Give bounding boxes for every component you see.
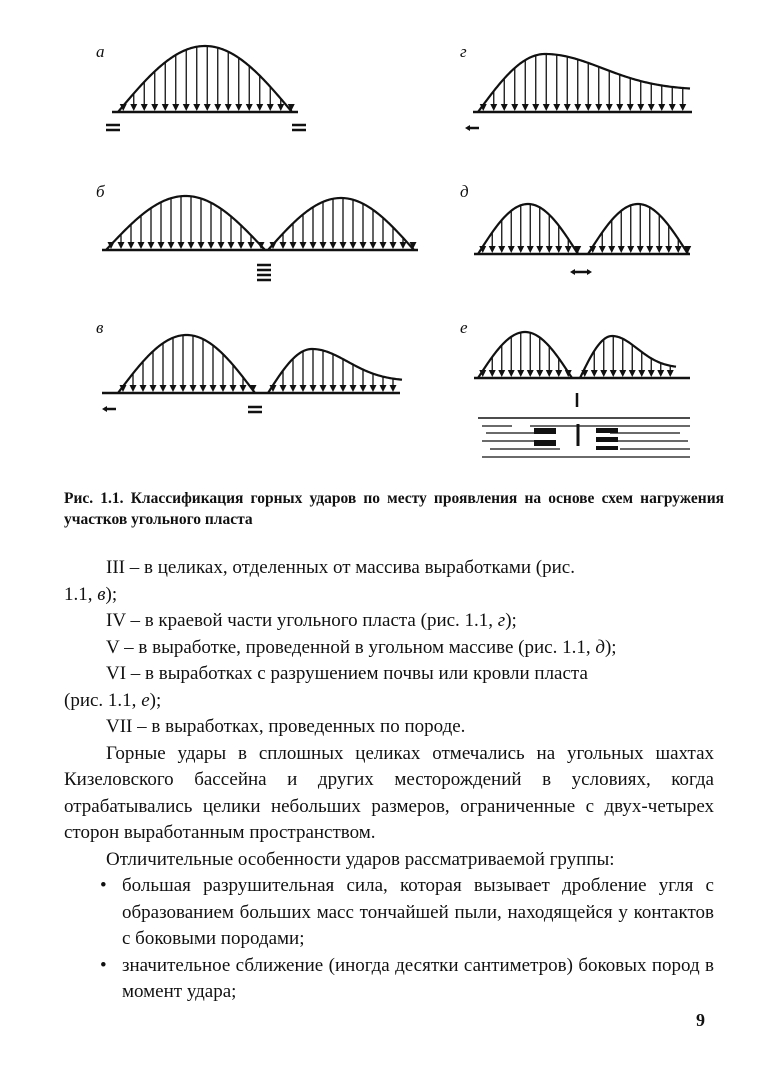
- panel-label-b: б: [96, 182, 105, 201]
- load-g-arrow: [574, 104, 581, 111]
- load-e-left-arrow: [489, 370, 496, 377]
- load-b-left-arrow: [208, 242, 215, 249]
- load-b-right-arrow: [360, 242, 367, 249]
- force-arrow-b-2: [257, 275, 271, 280]
- load-g-arrow: [543, 104, 550, 111]
- load-e-left-arrow: [555, 370, 562, 377]
- load-v-left-arrow: [180, 385, 187, 392]
- caption-label: Рис. 1.1.: [64, 490, 124, 507]
- load-a-arrow: [277, 104, 284, 111]
- load-a-arrow: [267, 104, 274, 111]
- load-diagrams: [0, 0, 778, 470]
- main-paragraph: Горные удары в сплошных целиках отмечались на угольных шахтах Кизеловского бассейна и других месторождений в условиях, когда отрабатывались целики небольших размеров, ограниченные с двух-четырех сторон выработанным пространством.: [64, 742, 714, 843]
- load-v-right-arrow: [300, 385, 307, 392]
- item-iii: III – в целиках, отделенных от массива выработками (рис. 1.1, в);: [64, 557, 575, 605]
- caption-text: Классификация горных ударов по месту проявления на основе схем нагружения участков угольного пласта: [64, 490, 725, 528]
- force-arrow-b-1: [257, 265, 271, 270]
- load-v-right-arrow: [360, 385, 367, 392]
- figure-1-1: [0, 0, 778, 470]
- load-d-right-arrow: [618, 246, 625, 253]
- load-v-left-arrow: [170, 385, 177, 392]
- load-v-right-arrow: [280, 385, 287, 392]
- load-v-right-arrow: [330, 385, 337, 392]
- force-arrow-a-left: [106, 125, 120, 130]
- load-e-right-arrow: [610, 370, 617, 377]
- load-d-right-arrow: [608, 246, 615, 253]
- load-e-right-arrow: [591, 370, 598, 377]
- load-b-right-arrow: [300, 242, 307, 249]
- load-d-right-arrow: [656, 246, 663, 253]
- strata-block: [534, 428, 556, 446]
- load-b-left-arrow: [138, 242, 145, 249]
- load-v-left-arrow: [210, 385, 217, 392]
- load-b-right-arrow: [310, 242, 317, 249]
- panel-label-e: е: [460, 318, 468, 337]
- load-v-left-arrow: [220, 385, 227, 392]
- load-b-left-arrow: [228, 242, 235, 249]
- load-b-left-arrow: [118, 242, 125, 249]
- load-d-left-arrow: [508, 246, 515, 253]
- force-arrow-v-head: [102, 406, 107, 412]
- load-e-left-arrow: [498, 370, 505, 377]
- load-d-right-arrow: [665, 246, 672, 253]
- load-d-left-arrow: [536, 246, 543, 253]
- bullet-item: • большая разрушительная сила, которая вызывает дробление угля с образованием больших масс тончайшей пыли, находящейся у контактов с боковыми породами;: [100, 875, 714, 949]
- panel-label-a: а: [96, 42, 105, 61]
- load-b-left-arrow: [148, 242, 155, 249]
- load-g-arrow: [595, 104, 602, 111]
- load-g-arrow: [585, 104, 592, 111]
- load-v-right-arrow: [290, 385, 297, 392]
- load-a-arrow: [235, 104, 242, 111]
- load-d-left-arrow: [498, 246, 505, 253]
- load-a-arrow: [204, 104, 211, 111]
- load-e-right-arrow: [667, 370, 674, 377]
- load-v-right-arrow: [340, 385, 347, 392]
- load-v-left-arrow: [160, 385, 167, 392]
- load-b-right-arrow: [370, 242, 377, 249]
- load-d-left-arrow: [546, 246, 553, 253]
- item-iv: IV – в краевой части угольного пласта (рис. 1.1, г);: [106, 610, 517, 631]
- load-g-arrow: [532, 104, 539, 111]
- load-a-arrow: [183, 104, 190, 111]
- load-a-arrow: [130, 104, 137, 111]
- load-v-right-arrow: [320, 385, 327, 392]
- load-g-arrow: [501, 104, 508, 111]
- load-b-left-arrow: [238, 242, 245, 249]
- item-vi: VI – в выработках с разрушением почвы или кровли пласта (рис. 1.1, е);: [64, 663, 588, 711]
- load-d-right-arrow: [637, 246, 644, 253]
- load-a-arrow: [172, 104, 179, 111]
- load-g-arrow: [679, 104, 686, 111]
- load-v-left-curve: [118, 335, 255, 393]
- load-b-right-arrow: [320, 242, 327, 249]
- bullet-dot: •: [100, 875, 107, 896]
- load-v-right-arrow: [310, 385, 317, 392]
- load-g-arrow: [627, 104, 634, 111]
- load-d-left-arrow: [527, 246, 534, 253]
- load-d-right-arrow: [646, 246, 653, 253]
- load-d-left-arrow: [555, 246, 562, 253]
- load-g-arrow: [648, 104, 655, 111]
- load-b-right-arrow: [290, 242, 297, 249]
- load-g-arrow: [564, 104, 571, 111]
- panel-label-d: д: [460, 182, 469, 201]
- load-v-left-arrow: [130, 385, 137, 392]
- load-b-right-arrow: [340, 242, 347, 249]
- figure-caption: [64, 488, 724, 530]
- load-e-right-arrow: [657, 370, 664, 377]
- load-v-left-arrow: [190, 385, 197, 392]
- item-vii: VII – в выработках, проведенных по породе.: [106, 716, 466, 737]
- bullet-item: • значительное сближение (иногда десятки сантиметров) боковых пород в момент удара;: [100, 954, 714, 1002]
- load-g-arrow: [606, 104, 613, 111]
- load-g-curve: [478, 54, 690, 112]
- load-a-arrow: [246, 104, 253, 111]
- load-b-right-arrow: [350, 242, 357, 249]
- load-e-left-arrow: [508, 370, 515, 377]
- strata-block: [596, 428, 618, 450]
- load-v-left-arrow: [240, 385, 247, 392]
- load-e-right-arrow: [629, 370, 636, 377]
- load-v-left-arrow: [230, 385, 237, 392]
- load-g-arrow: [616, 104, 623, 111]
- load-a-arrow: [141, 104, 148, 111]
- load-b-left-arrow: [158, 242, 165, 249]
- panel-label-g: г: [460, 42, 467, 61]
- body-text: [64, 555, 714, 1006]
- load-b-left-arrow: [178, 242, 185, 249]
- load-e-left-arrow: [536, 370, 543, 377]
- load-b-right-arrow: [390, 242, 397, 249]
- load-g-arrow: [522, 104, 529, 111]
- load-e-left-arrow: [546, 370, 553, 377]
- page-number: 9: [696, 1010, 705, 1030]
- load-g-arrow: [669, 104, 676, 111]
- force-arrow-g-head: [465, 125, 470, 131]
- force-arrow-d-right-head: [587, 269, 592, 275]
- load-a-arrow: [256, 104, 263, 111]
- load-g-arrow: [511, 104, 518, 111]
- load-v-left-arrow: [150, 385, 157, 392]
- load-b-right-arrow: [280, 242, 287, 249]
- load-v-right-arrow: [390, 385, 397, 392]
- load-a-arrow: [162, 104, 169, 111]
- load-e-left-arrow: [517, 370, 524, 377]
- load-v-right-arrow: [380, 385, 387, 392]
- load-b-left-arrow: [198, 242, 205, 249]
- load-a-arrow: [214, 104, 221, 111]
- load-v-right-arrow: [370, 385, 377, 392]
- load-a-arrow: [193, 104, 200, 111]
- force-arrow-v-right: [248, 407, 262, 412]
- load-g-arrow: [490, 104, 497, 111]
- force-arrow-d-left-head: [570, 269, 575, 275]
- load-v-left-arrow: [200, 385, 207, 392]
- load-v-left-arrow: [140, 385, 147, 392]
- load-e-right-arrow: [648, 370, 655, 377]
- load-b-right-arrow: [380, 242, 387, 249]
- load-b-left-arrow: [128, 242, 135, 249]
- load-b-left-arrow: [218, 242, 225, 249]
- list-intro: Отличительные особенности ударов рассматриваемой группы:: [106, 848, 615, 870]
- load-g-arrow: [553, 104, 560, 111]
- load-b-left-arrow: [168, 242, 175, 249]
- load-a-arrow: [225, 104, 232, 111]
- load-d-right-arrow: [675, 246, 682, 253]
- load-e-right-arrow: [600, 370, 607, 377]
- bullet-dot: •: [100, 954, 107, 976]
- load-d-right-arrow: [599, 246, 606, 253]
- load-b-right-arrow: [330, 242, 337, 249]
- load-b-left-arrow: [248, 242, 255, 249]
- load-d-right-arrow: [627, 246, 634, 253]
- load-g-arrow: [658, 104, 665, 111]
- load-b-right-arrow: [400, 242, 407, 249]
- panel-label-v: в: [96, 318, 104, 337]
- load-v-right-arrow: [350, 385, 357, 392]
- load-g-arrow: [637, 104, 644, 111]
- force-arrow-a-right: [292, 125, 306, 130]
- load-d-left-arrow: [565, 246, 572, 253]
- load-d-left-arrow: [489, 246, 496, 253]
- load-e-right-arrow: [619, 370, 626, 377]
- item-v: V – в выработке, проведенной в угольном массиве (рис. 1.1, д);: [106, 636, 617, 658]
- load-d-left-arrow: [517, 246, 524, 253]
- load-e-left-arrow: [527, 370, 534, 377]
- load-e-right-arrow: [638, 370, 645, 377]
- load-a-arrow: [151, 104, 158, 111]
- load-b-left-arrow: [188, 242, 195, 249]
